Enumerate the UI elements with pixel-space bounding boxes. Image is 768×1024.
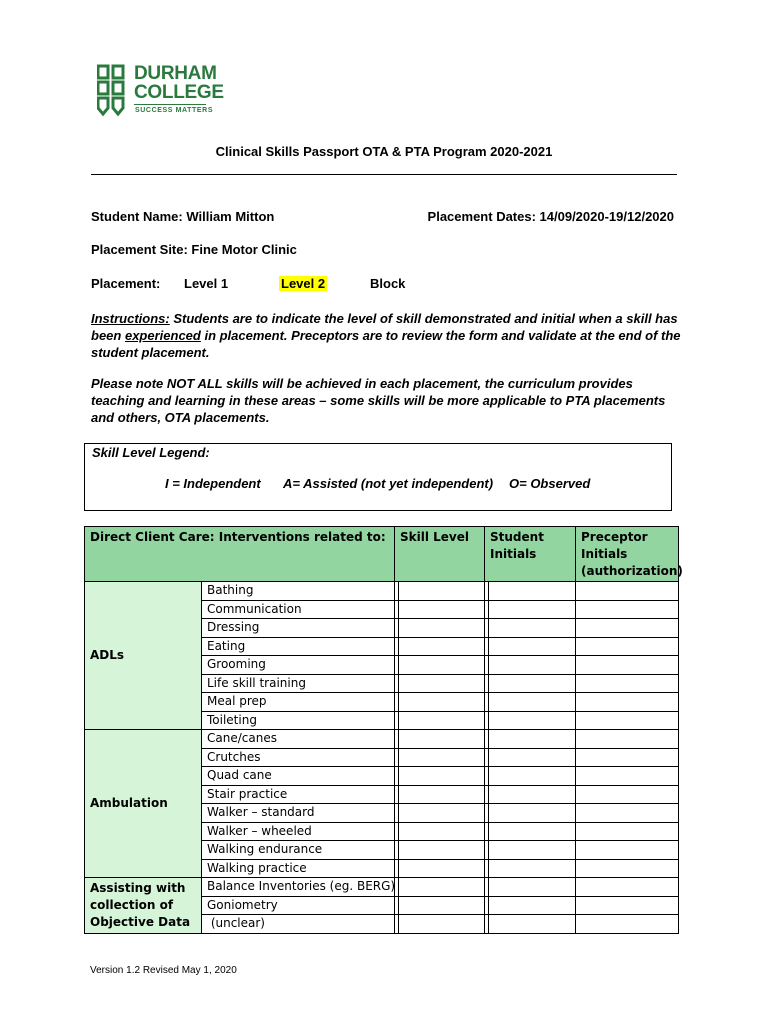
instructions-paragraph bbox=[91, 310, 681, 361]
logo-tagline: SUCCESS MATTERS bbox=[135, 107, 214, 114]
preceptor-initials-entry[interactable] bbox=[576, 748, 679, 767]
college-crest-icon bbox=[97, 64, 131, 118]
skill-level-entry[interactable] bbox=[399, 600, 485, 619]
skill-level-entry[interactable] bbox=[399, 730, 485, 749]
skill-name-cell: Quad cane bbox=[202, 767, 395, 786]
skill-name-cell: (unclear) bbox=[202, 915, 395, 934]
instructions-part1: Students are to indicate the level of skill demonstrated and initial when a skill has been bbox=[91, 311, 678, 343]
placement-level2-highlighted: Level 2 bbox=[281, 276, 326, 291]
student-initials-entry[interactable] bbox=[489, 711, 576, 730]
table-header-row bbox=[85, 527, 679, 582]
table-row bbox=[85, 878, 679, 897]
skill-level-entry[interactable] bbox=[399, 656, 485, 675]
preceptor-initials-entry[interactable] bbox=[576, 859, 679, 878]
header-category: Direct Client Care: Interventions related to: bbox=[85, 527, 395, 582]
note-paragraph: Please note NOT ALL skills will be achieved in each placement, the curriculum provides teaching and learning in these areas – some skills will be more applicable to PTA placements and others, OTA placements. bbox=[91, 376, 666, 425]
student-name: Student Name: William Mitton bbox=[91, 209, 275, 224]
student-initials-entry[interactable] bbox=[489, 859, 576, 878]
student-initials-entry[interactable] bbox=[489, 656, 576, 675]
preceptor-initials-entry[interactable] bbox=[576, 674, 679, 693]
skill-level-entry[interactable] bbox=[399, 822, 485, 841]
student-initials-entry[interactable] bbox=[489, 896, 576, 915]
skill-level-entry[interactable] bbox=[399, 693, 485, 712]
preceptor-initials-entry[interactable] bbox=[576, 637, 679, 656]
skill-level-entry[interactable] bbox=[399, 637, 485, 656]
legend-independent: I = Independent bbox=[165, 476, 261, 491]
skill-level-entry[interactable] bbox=[399, 674, 485, 693]
category-cell: ADLs bbox=[85, 582, 202, 730]
placement-block: Block bbox=[370, 276, 406, 291]
preceptor-initials-entry[interactable] bbox=[576, 730, 679, 749]
student-initials-entry[interactable] bbox=[489, 600, 576, 619]
skill-level-entry[interactable] bbox=[399, 878, 485, 897]
preceptor-initials-entry[interactable] bbox=[576, 878, 679, 897]
document-title: Clinical Skills Passport OTA & PTA Program 2020-2021 bbox=[215, 144, 553, 159]
preceptor-initials-entry[interactable] bbox=[576, 656, 679, 675]
preceptor-initials-entry[interactable] bbox=[576, 804, 679, 823]
skill-name-cell: Grooming bbox=[202, 656, 395, 675]
student-initials-entry[interactable] bbox=[489, 693, 576, 712]
table-row bbox=[85, 582, 679, 601]
skill-name-cell: Walking practice bbox=[202, 859, 395, 878]
placement-dates: Placement Dates: 14/09/2020-19/12/2020 bbox=[427, 209, 674, 224]
preceptor-initials-entry[interactable] bbox=[576, 841, 679, 860]
legend-title: Skill Level Legend: bbox=[92, 445, 210, 460]
skill-name-cell: Bathing bbox=[202, 582, 395, 601]
header-skill-level: Skill Level bbox=[395, 527, 485, 582]
instructions-lead: Instructions: bbox=[91, 311, 170, 326]
student-initials-entry[interactable] bbox=[489, 674, 576, 693]
placement-label: Placement: bbox=[91, 276, 161, 291]
header-preceptor-initials: Preceptor Initials (authorization) bbox=[576, 527, 679, 582]
skill-level-entry[interactable] bbox=[399, 915, 485, 934]
skill-name-cell: Walking endurance bbox=[202, 841, 395, 860]
preceptor-initials-entry[interactable] bbox=[576, 896, 679, 915]
student-initials-entry[interactable] bbox=[489, 804, 576, 823]
preceptor-initials-entry[interactable] bbox=[576, 822, 679, 841]
skill-name-cell: Life skill training bbox=[202, 674, 395, 693]
preceptor-initials-entry[interactable] bbox=[576, 711, 679, 730]
student-initials-entry[interactable] bbox=[489, 822, 576, 841]
skill-level-entry[interactable] bbox=[399, 896, 485, 915]
legend-assisted: A= Assisted (not yet independent) bbox=[283, 476, 494, 491]
logo-line1: DURHAM bbox=[134, 63, 217, 84]
skill-level-entry[interactable] bbox=[399, 767, 485, 786]
student-initials-entry[interactable] bbox=[489, 730, 576, 749]
skill-level-entry[interactable] bbox=[399, 582, 485, 601]
skill-name-cell: Goniometry bbox=[202, 896, 395, 915]
preceptor-initials-entry[interactable] bbox=[576, 785, 679, 804]
skill-name-cell: Meal prep bbox=[202, 693, 395, 712]
student-initials-entry[interactable] bbox=[489, 915, 576, 934]
student-initials-entry[interactable] bbox=[489, 767, 576, 786]
skill-name-cell: Walker – standard bbox=[202, 804, 395, 823]
preceptor-initials-entry[interactable] bbox=[576, 582, 679, 601]
preceptor-initials-entry[interactable] bbox=[576, 915, 679, 934]
skill-level-entry[interactable] bbox=[399, 804, 485, 823]
skill-name-cell: Crutches bbox=[202, 748, 395, 767]
category-cell: Assisting with collection of Objective Data bbox=[85, 878, 202, 934]
table-row bbox=[85, 730, 679, 749]
title-divider bbox=[91, 174, 677, 175]
skill-name-cell: Toileting bbox=[202, 711, 395, 730]
instructions-part2: in placement. Preceptors are to review the form and validate at the end of the student placement. bbox=[91, 328, 681, 360]
skill-level-legend bbox=[84, 443, 672, 511]
preceptor-initials-entry[interactable] bbox=[576, 693, 679, 712]
skill-name-cell: Balance Inventories (eg. BERG) bbox=[202, 878, 395, 897]
skill-level-entry[interactable] bbox=[399, 841, 485, 860]
student-initials-entry[interactable] bbox=[489, 841, 576, 860]
placement-level1: Level 1 bbox=[184, 276, 229, 291]
student-initials-entry[interactable] bbox=[489, 582, 576, 601]
student-initials-entry[interactable] bbox=[489, 637, 576, 656]
skill-name-cell: Walker – wheeled bbox=[202, 822, 395, 841]
preceptor-initials-entry[interactable] bbox=[576, 767, 679, 786]
logo-line2: COLLEGE bbox=[134, 82, 224, 103]
skill-name-cell: Cane/canes bbox=[202, 730, 395, 749]
placement-site: Placement Site: Fine Motor Clinic bbox=[91, 242, 297, 257]
header-student-initials: Student Initials bbox=[485, 527, 576, 582]
instructions-emphasis: experienced bbox=[124, 328, 201, 343]
skills-table bbox=[84, 526, 683, 934]
student-initials-entry[interactable] bbox=[489, 785, 576, 804]
student-initials-entry[interactable] bbox=[489, 619, 576, 638]
preceptor-initials-entry[interactable] bbox=[576, 619, 679, 638]
preceptor-initials-entry[interactable] bbox=[576, 600, 679, 619]
skill-name-cell: Stair practice bbox=[202, 785, 395, 804]
skill-level-entry[interactable] bbox=[399, 785, 485, 804]
student-initials-entry[interactable] bbox=[489, 748, 576, 767]
skill-name-cell: Communication bbox=[202, 600, 395, 619]
skill-name-cell: Eating bbox=[202, 637, 395, 656]
skill-name-cell: Dressing bbox=[202, 619, 395, 638]
skill-level-entry[interactable] bbox=[399, 711, 485, 730]
category-cell: Ambulation bbox=[85, 730, 202, 878]
student-initials-entry[interactable] bbox=[489, 878, 576, 897]
skill-level-entry[interactable] bbox=[399, 748, 485, 767]
skill-level-entry[interactable] bbox=[399, 859, 485, 878]
durham-college-logo bbox=[97, 64, 227, 124]
legend-observed: O= Observed bbox=[509, 476, 591, 491]
skill-level-entry[interactable] bbox=[399, 619, 485, 638]
version-footer: Version 1.2 Revised May 1, 2020 bbox=[90, 965, 237, 976]
